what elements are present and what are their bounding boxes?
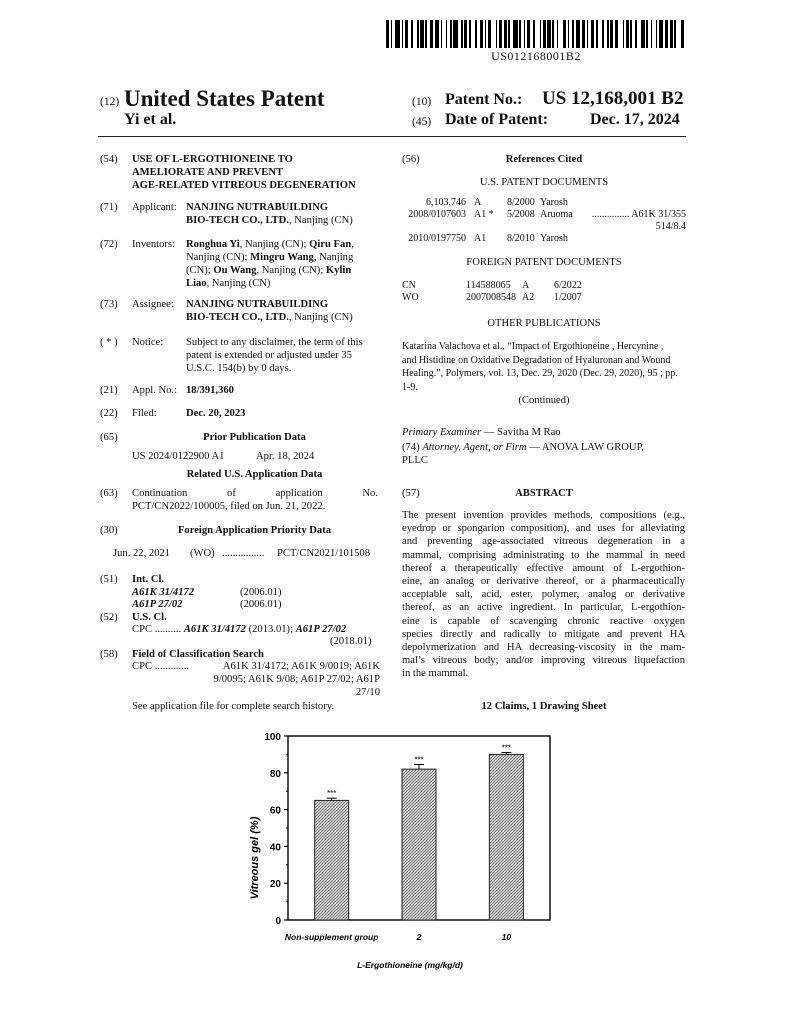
- attorney-label: Attorney, Agent, or Firm: [422, 442, 527, 453]
- field-search-line: A61K 31/4172; A61K 9/0019; A61K: [222, 661, 380, 672]
- notice-line: U.S.C. 154(b) by 0 days.: [186, 363, 292, 374]
- foreign-doc-row: [402, 292, 686, 304]
- field-search-line: 9/0095; A61K 9/08; A61P 27/02; A61P: [213, 674, 380, 685]
- significance-label: ***: [501, 743, 512, 753]
- field-search-code: (58): [100, 649, 118, 660]
- notice-line: patent is extended or adjusted under 35: [186, 350, 352, 361]
- appl-no-label: Appl. No.:: [132, 385, 178, 396]
- attorney-name: — ANOVA LAW GROUP,: [526, 442, 644, 453]
- notice-line: Subject to any disclaimer, the term of this: [186, 337, 363, 348]
- inventor-location: Nanjing (CN);: [186, 252, 251, 263]
- field-search-heading: Field of Classification Search: [132, 649, 264, 660]
- doc-date: 5/2008: [507, 209, 535, 220]
- chart-plot-area: [264, 732, 550, 942]
- applicant-value: [186, 201, 353, 227]
- inventor-location: , Nanjing: [313, 252, 354, 263]
- inventor-name: Kylin: [325, 265, 352, 276]
- abstract-code: (57): [402, 488, 420, 499]
- int-cl-class: A61K 31/4172: [132, 587, 195, 598]
- filed-label: Filed:: [132, 408, 157, 419]
- x-tick-label: Non-supplement group: [284, 932, 379, 942]
- y-tick-label: 60: [269, 805, 281, 817]
- x-tick-label: 10: [501, 932, 512, 942]
- inventor-location: (CN);: [186, 265, 214, 276]
- related-heading: Related U.S. Application Data: [186, 469, 323, 480]
- title-line: AMELIORATE AND PREVENT: [132, 167, 284, 178]
- bar: [402, 769, 436, 920]
- doc-country: CN: [402, 280, 416, 291]
- foreign-priority-dots: ................: [222, 548, 265, 559]
- foreign-priority-date: Jun. 22, 2021: [113, 548, 171, 559]
- abstract-heading: ABSTRACT: [515, 488, 573, 499]
- claims-summary: 12 Claims, 1 Drawing Sheet: [481, 701, 607, 712]
- doc-kind: A: [474, 197, 482, 208]
- other-pub-line: Katarina Valachova et al., “Impact of Ergothioneine , Hercynine ,: [402, 341, 664, 352]
- doc-name: Yarosh: [540, 197, 568, 208]
- us-doc-row: [402, 209, 686, 221]
- appl-no-value: 18/391,360: [186, 385, 234, 396]
- int-cl-class: A61P 27/02: [132, 599, 183, 610]
- abstract-line: eyedrop or spongarion composition), and uses for alleviating: [402, 523, 685, 535]
- doc-class-cont: 514/8.4: [655, 221, 686, 232]
- prior-pub-number: US 2024/0122900 A1: [132, 451, 225, 462]
- continuation-line: [132, 487, 378, 500]
- date-value: Dec. 17, 2024: [590, 111, 680, 128]
- examiner-name: — Savitha M Rao: [481, 427, 561, 438]
- abstract-line: in the mammal.: [402, 668, 469, 680]
- int-cl-version: (2006.01): [240, 587, 282, 598]
- us-cl-code: (52): [100, 612, 118, 623]
- int-cl-heading: Int. Cl.: [132, 574, 165, 585]
- x-axis-label: L-Ergothioneine (mg/kg/d): [357, 960, 463, 970]
- inventors-label: Inventors:: [132, 239, 175, 250]
- continuation-line2: PCT/CN2022/100005, filed on Jun. 21, 2022.: [132, 501, 326, 512]
- doc-kind: A2: [522, 292, 535, 303]
- us-cl-version: (2013.01);: [248, 624, 294, 635]
- assignee-location: , Nanjing (CN): [288, 312, 353, 323]
- inventor-name: Ou Wang: [213, 265, 257, 276]
- foreign-priority-number: PCT/CN2021/101508: [277, 548, 371, 559]
- us-doc-row: [402, 233, 686, 245]
- abstract-line: mal’s vitreous body; and/or improving vitreous liquefaction: [402, 655, 685, 667]
- attorney-code: (74): [402, 442, 420, 453]
- doc-number: 2010/0197750: [408, 233, 466, 244]
- cpc-dots: ..........: [154, 624, 182, 635]
- doc-kind: A1: [474, 233, 487, 244]
- continuation-word: No.: [362, 488, 378, 499]
- doc-country: WO: [402, 292, 419, 303]
- inventor-name: Mingru Wang: [250, 252, 314, 263]
- assignee-label: Assignee:: [132, 299, 174, 310]
- doc-date: 8/2000: [507, 197, 535, 208]
- invention-title: [132, 153, 356, 192]
- filed-value: Dec. 20, 2023: [186, 408, 246, 419]
- us-cl-version: (2018.01): [330, 636, 372, 647]
- doc-name: Yarosh: [540, 233, 568, 244]
- prior-pub-date: Apr. 18, 2024: [256, 451, 315, 462]
- doc-code-10: (10): [412, 96, 432, 108]
- continued-note: (Continued): [518, 395, 570, 406]
- assignee-code: (73): [100, 299, 118, 310]
- notice-text: [186, 336, 363, 375]
- foreign-doc-row: [402, 280, 686, 292]
- us-cl-heading: U.S. Cl.: [132, 612, 167, 623]
- doc-date: 1/2007: [554, 292, 582, 303]
- doc-date: 6/2022: [554, 280, 582, 291]
- doc-name: Aruoma: [540, 209, 573, 220]
- foreign-priority-code: (30): [100, 525, 118, 536]
- inventor-location: , Nanjing (CN): [206, 278, 271, 289]
- notice-code: ( * ): [100, 337, 118, 348]
- doc-code-12: (12): [100, 96, 120, 108]
- appl-no-code: (21): [100, 385, 118, 396]
- inventor-name: Ronghua Yi: [186, 239, 240, 250]
- continuation-word: of: [227, 488, 236, 499]
- doc-number: 2007008548: [466, 292, 516, 303]
- other-pub-line: and Histidine on Oxidative Degradation of Hyaluronan and Wound: [402, 354, 671, 366]
- other-pub-text: [402, 340, 686, 394]
- abstract-line: eine, an analog or derivative thereof, or a pharmaceutically: [402, 576, 685, 588]
- y-tick-label: 0: [275, 916, 281, 927]
- vitreous-gel-bar-chart: [240, 724, 560, 984]
- field-search-line: 27/10: [355, 687, 380, 698]
- primary-examiner: [402, 426, 561, 439]
- abstract-line: thereof a therapeutically effective amount of L-ergothion-: [402, 562, 685, 574]
- doc-number: 6,103,746: [426, 197, 466, 208]
- other-pub-line: 1-9.: [402, 381, 418, 393]
- y-tick-label: 20: [269, 879, 281, 891]
- header-divider: [98, 136, 686, 137]
- field-search-cpc: [132, 660, 189, 673]
- references-code: (56): [402, 154, 420, 165]
- filed-code: (22): [100, 408, 118, 419]
- foreign-priority-heading: Foreign Application Priority Data: [177, 525, 332, 536]
- significance-label: ***: [414, 755, 424, 765]
- abstract-line: depolymerization and HA decreasing-viscosity in the mam-: [402, 642, 685, 654]
- abstract-line: and preventing age-associated vitreous degeneration in a: [402, 536, 685, 548]
- applicant-name: NANJING NUTRABUILDING: [186, 202, 329, 213]
- continuation-word: Continuation: [132, 488, 188, 499]
- abstract-line: acceptable salt, acid, ester, polymer, analog or derivative: [402, 589, 685, 601]
- inventor-name: Liao: [186, 278, 207, 289]
- us-docs-heading: U.S. PATENT DOCUMENTS: [479, 177, 609, 188]
- us-cl-class: A61P 27/02: [295, 624, 347, 635]
- notice-label: Notice:: [132, 337, 164, 348]
- doc-date: 8/2010: [507, 233, 535, 244]
- y-tick-label: 40: [269, 842, 281, 854]
- applicant-code: (71): [100, 202, 118, 213]
- cpc-label: CPC: [132, 624, 153, 635]
- inventor-short: Yi et al.: [124, 111, 177, 128]
- prior-pub-code: (65): [100, 432, 118, 443]
- doc-code-45: (45): [412, 116, 432, 128]
- doc-class: ............... A61K 31/355: [591, 209, 686, 220]
- date-label: Date of Patent:: [445, 111, 549, 128]
- applicant-location: , Nanjing (CN): [288, 215, 353, 226]
- doc-number: 2008/0107603: [408, 209, 466, 220]
- attorney-name-cont: PLLC: [402, 455, 428, 466]
- patent-no-value: US 12,168,001 B2: [542, 88, 684, 109]
- y-axis-label: Vitreous gel (%): [249, 816, 261, 900]
- inventors-value: Ronghua Yi, Nanjing (CN); Qiru Fan, Nanjing (CN); Mingru Wang, Nanjing (CN); Ou Wang, Nanjing (CN); Kylin Liao, Nanjing (CN): [186, 239, 354, 289]
- x-tick-label: 2: [416, 932, 422, 942]
- inventor-name: Qiru Fan: [309, 239, 352, 250]
- abstract-text: [402, 509, 685, 681]
- inventors-code: (72): [100, 239, 118, 250]
- title-code: (54): [100, 154, 118, 165]
- barcode-image: [386, 20, 686, 48]
- us-cl-class: A61K 31/4172: [183, 624, 246, 635]
- abstract-line: species directly and radically to mitigate and prevent HA: [402, 628, 685, 640]
- assignee-value: [186, 298, 353, 324]
- foreign-docs-heading: FOREIGN PATENT DOCUMENTS: [466, 257, 622, 268]
- abstract-line: mammal, comprising administrating to the mammal in need: [402, 549, 685, 561]
- references-heading: References Cited: [505, 154, 583, 165]
- applicant-name-cont: BIO-TECH CO., LTD.: [186, 215, 289, 226]
- cpc-label: CPC: [132, 661, 153, 672]
- attorney: [402, 441, 644, 454]
- examiner-label: Primary Examiner: [402, 427, 482, 438]
- int-cl-code: (51): [100, 574, 118, 585]
- field-search-note: See application file for complete search history.: [132, 701, 334, 712]
- continuation-code: (63): [100, 488, 118, 499]
- bar: [489, 754, 523, 920]
- foreign-priority-country: (WO): [190, 548, 215, 559]
- prior-pub-heading: Prior Publication Data: [203, 432, 306, 443]
- applicant-label: Applicant:: [132, 202, 177, 213]
- cpc-dots: .............: [154, 661, 190, 672]
- significance-label: ***: [326, 789, 337, 799]
- us-docs-table: [402, 197, 686, 245]
- doc-number: 114588065: [466, 280, 511, 291]
- barcode-number: US012168001B2: [491, 49, 581, 63]
- assignee-name: NANJING NUTRABUILDING: [186, 299, 329, 310]
- doc-kind: A1 *: [474, 209, 494, 220]
- other-pub-heading: OTHER PUBLICATIONS: [487, 318, 601, 329]
- y-tick-label: 80: [269, 768, 281, 780]
- patent-no-label: Patent No.:: [445, 91, 523, 108]
- assignee-name-cont: BIO-TECH CO., LTD.: [186, 312, 289, 323]
- abstract-line: eine is capable of scavenging chronic reactive oxygen: [402, 615, 685, 627]
- us-doc-row: [402, 197, 686, 209]
- us-cl-line: [132, 623, 346, 636]
- int-cl-version: (2006.01): [240, 599, 282, 610]
- title-line: USE OF L-ERGOTHIONEINE TO: [132, 154, 293, 165]
- bar: [315, 800, 349, 920]
- foreign-docs-table: [402, 280, 686, 304]
- doc-kind: A: [522, 280, 530, 291]
- inventor-location: , Nanjing (CN);: [256, 265, 326, 276]
- us-doc-row-cont: [402, 221, 686, 233]
- inventor-location: , Nanjing (CN);: [239, 239, 310, 250]
- abstract-line: thereof, as an active ingredient. In particular, L-ergothion-: [402, 602, 685, 614]
- abstract-line: The present invention provides methods, compositions (e.g.,: [402, 510, 685, 521]
- continuation-word: application: [275, 488, 323, 499]
- field-search-classes: [190, 660, 380, 699]
- other-pub-line: Healing.”, Polymers, vol. 13, Dec. 29, 2020 (Dec. 29, 2020), 95 ; pp.: [402, 368, 678, 379]
- y-tick-label: 100: [264, 732, 281, 743]
- title-line: AGE-RELATED VITREOUS DEGENERATION: [132, 180, 356, 191]
- patent-type-title: United States Patent: [124, 86, 325, 111]
